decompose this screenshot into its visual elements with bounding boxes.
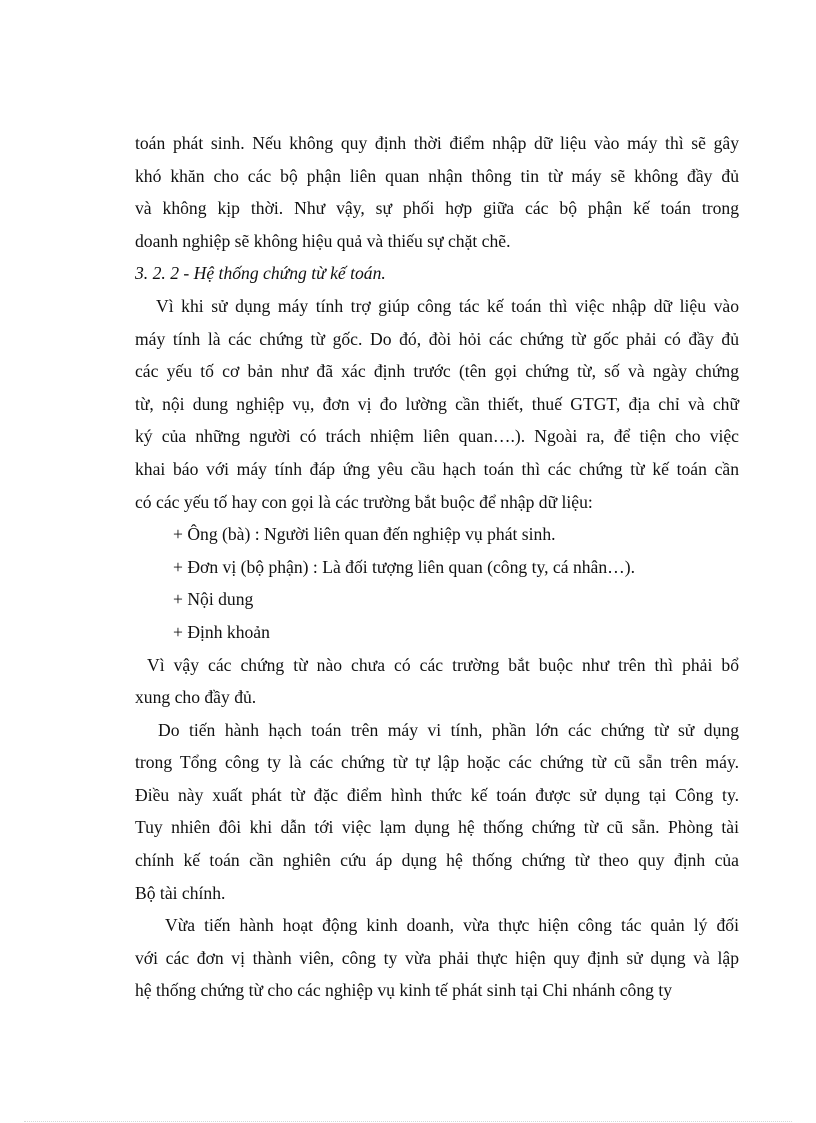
- text-line: ký của những người có trách nhiệm liên quan….). Ngoài ra, để tiện cho việc: [135, 426, 739, 447]
- list-item: + Ông (bà) : Người liên quan đến nghiệp vụ phát sinh.: [173, 524, 556, 545]
- text-line: xung cho đầy đủ.: [135, 687, 257, 708]
- text-line: khó khăn cho các bộ phận liên quan nhận thông tin từ máy sẽ không đầy đủ: [135, 165, 739, 186]
- list-item: + Định khoản: [173, 621, 270, 642]
- page-footer-divider: [24, 1121, 792, 1122]
- list-item: + Đơn vị (bộ phận) : Là đối tượng liên quan (công ty, cá nhân…).: [173, 556, 635, 577]
- list-item: + Nội dung: [173, 589, 254, 610]
- text-line: Do tiến hành hạch toán trên máy vi tính, phần lớn các chứng từ sử dụng: [158, 719, 739, 740]
- text-line: các yếu tố cơ bản như đã xác định trước (tên gọi chứng từ, số và ngày chứng: [135, 361, 739, 382]
- text-line: và không kịp thời. Như vậy, sự phối hợp giữa các bộ phận kế toán trong: [135, 198, 739, 219]
- text-line: có các yếu tố hay con gọi là các trường bắt buộc để nhập dữ liệu:: [135, 491, 593, 512]
- text-line: Vì vậy các chứng từ nào chưa có các trường bắt buộc như trên thì phải bổ: [147, 654, 739, 675]
- text-line: trong Tổng công ty là các chứng từ tự lập hoặc các chứng từ cũ sẵn trên máy.: [135, 752, 739, 773]
- text-line: toán phát sinh. Nếu không quy định thời điểm nhập dữ liệu vào máy thì sẽ gây: [135, 133, 739, 153]
- text-line: với các đơn vị thành viên, công ty vừa phải thực hiện quy định sử dụng và lập: [135, 947, 739, 968]
- text-line: hệ thống chứng từ cho các nghiệp vụ kinh tế phát sinh tại Chi nhánh công ty: [135, 980, 673, 1001]
- text-line: từ, nội dung nghiệp vụ, đơn vị đo lường cần thiết, thuế GTGT, địa chỉ và chữ: [135, 393, 739, 414]
- text-line: khai báo với máy tính đáp ứng yêu cầu hạch toán thì các chứng từ kế toán cần: [135, 458, 739, 479]
- text-line: Vừa tiến hành hoạt động kinh doanh, vừa thực hiện công tác quản lý đối: [165, 915, 739, 936]
- text-line: máy tính là các chứng từ gốc. Do đó, đòi hỏi các chứng từ gốc phải có đầy đủ: [135, 328, 739, 349]
- section-heading: 3. 2. 2 - Hệ thống chứng từ kế toán.: [135, 263, 386, 284]
- text-line: Tuy nhiên đôi khi dẫn tới việc lạm dụng hệ thống chứng từ cũ sẵn. Phòng tài: [135, 817, 739, 838]
- text-line: Điều này xuất phát từ đặc điểm hình thức kế toán được sử dụng tại Công ty.: [135, 784, 739, 805]
- body-text: [135, 127, 739, 1007]
- text-line: Vì khi sử dụng máy tính trợ giúp công tác kế toán thì việc nhập dữ liệu vào: [156, 295, 739, 316]
- text-line: Bộ tài chính.: [135, 882, 226, 903]
- text-line: chính kế toán cần nghiên cứu áp dụng hệ thống chứng từ theo quy định của: [135, 850, 739, 871]
- text-line: doanh nghiệp sẽ không hiệu quả và thiếu sự chặt chẽ.: [135, 230, 511, 251]
